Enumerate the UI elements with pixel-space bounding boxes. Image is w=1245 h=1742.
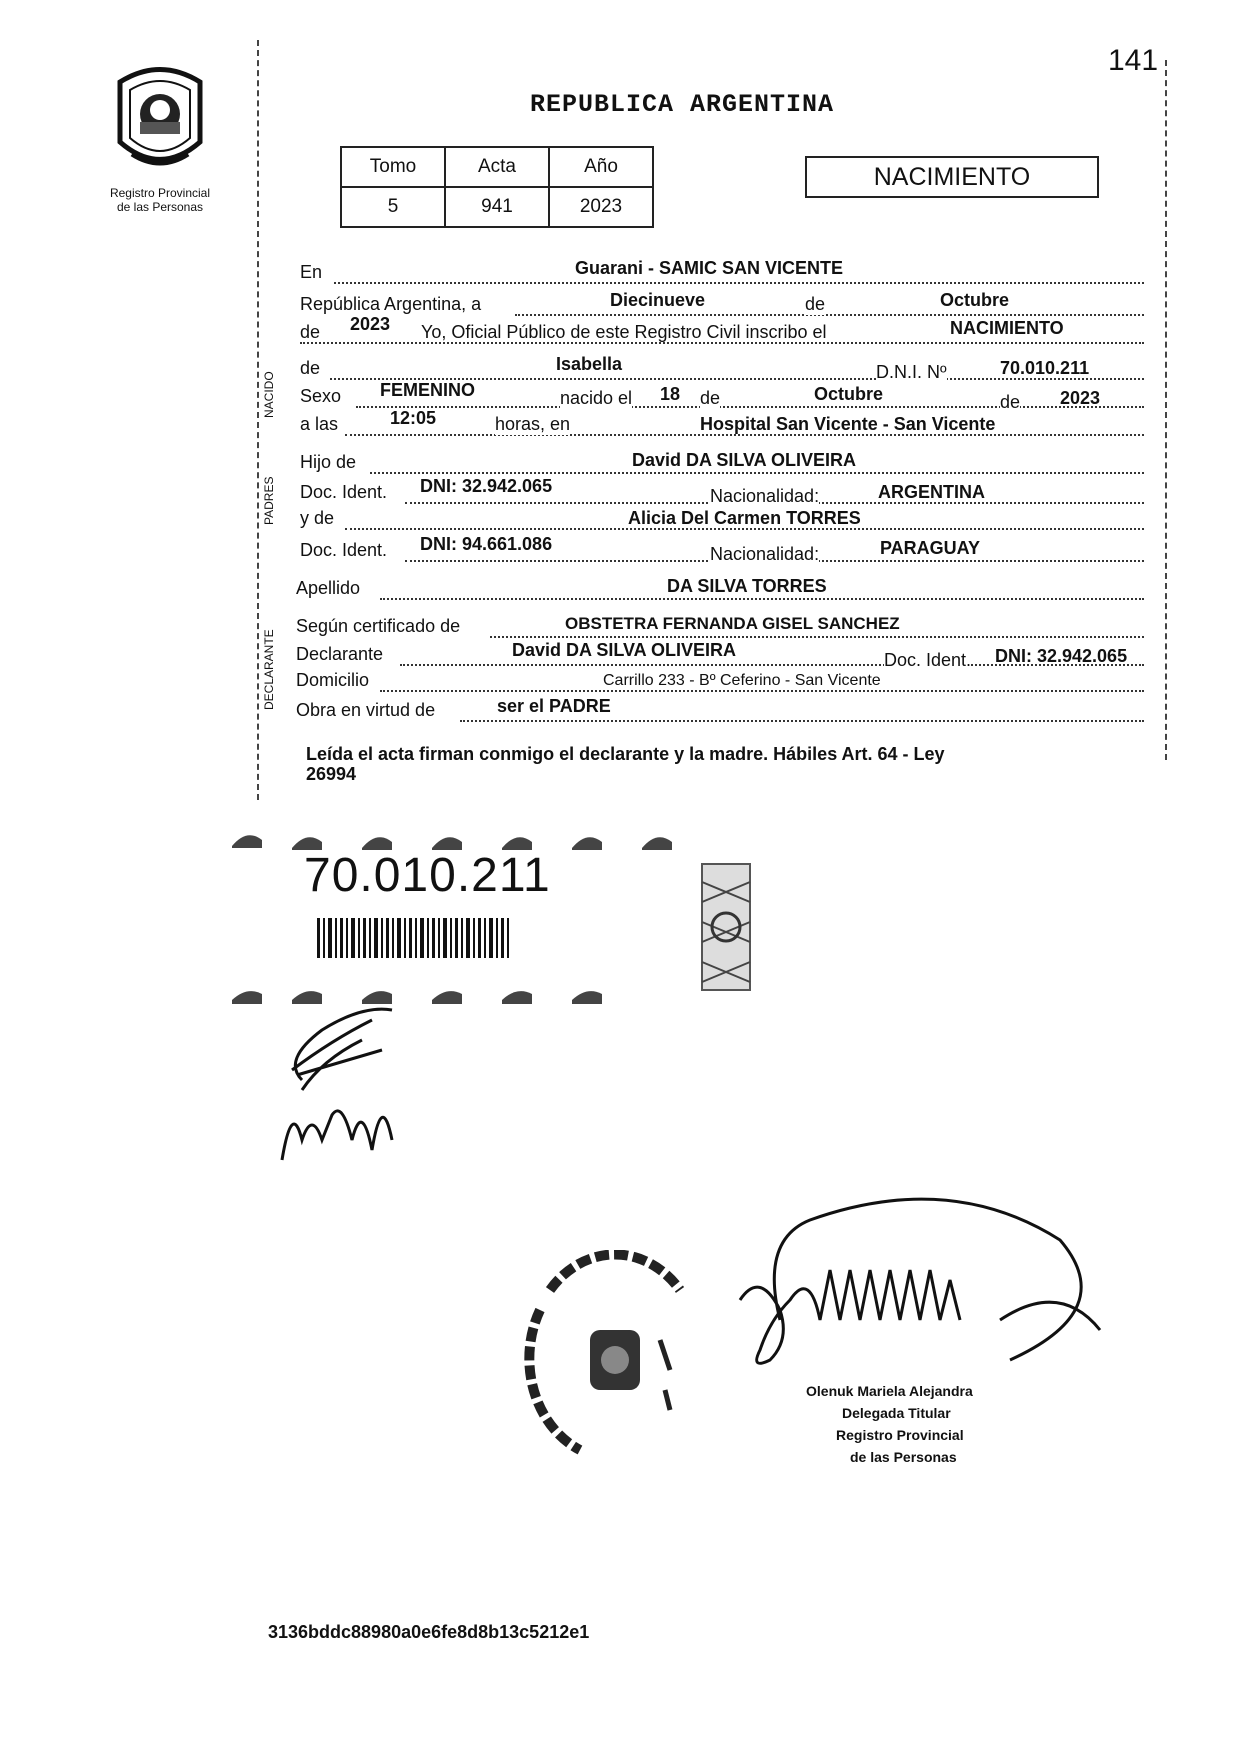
value-padre-doc: DNI: 32.942.065 — [420, 476, 553, 496]
page-number: 141 — [1108, 44, 1159, 77]
label-de: de — [805, 294, 826, 314]
value-nombre: Isabella — [556, 354, 623, 374]
document-title: REPUBLICA ARGENTINA — [530, 90, 835, 119]
label-doc-ident-3: Doc. Ident. — [884, 650, 972, 670]
label-apellido: Apellido — [296, 578, 361, 598]
logo-caption-line-1: Registro Provincial — [109, 186, 211, 200]
value-acto: NACIMIENTO — [950, 318, 1064, 338]
record-value-tomo: 5 — [341, 187, 445, 227]
label-de-2: de — [700, 388, 721, 408]
value-dia-nac: 18 — [660, 384, 681, 404]
label-segun-cert: Según certificado de — [296, 616, 461, 636]
label-en: En — [300, 262, 323, 282]
dotted-line — [490, 636, 1144, 638]
side-label-declarante: DECLARANTE — [262, 629, 276, 710]
dotted-line — [334, 282, 1144, 284]
value-mes-nac: Octubre — [814, 384, 884, 404]
value-madre: Alicia Del Carmen TORRES — [628, 508, 861, 528]
record-header-tomo: Tomo — [341, 147, 445, 187]
official-office-2: de las Personas — [850, 1449, 957, 1465]
dotted-line — [380, 690, 1144, 692]
value-madre-doc: DNI: 94.661.086 — [420, 534, 553, 554]
dotted-line — [460, 720, 1144, 722]
logo-caption-line-2: de las Personas — [116, 200, 204, 214]
value-declarante: David DA SILVA OLIVEIRA — [512, 640, 737, 660]
handwritten-signature-official — [700, 1160, 1120, 1400]
province-logo — [110, 62, 210, 178]
logo-caption — [95, 186, 225, 214]
label-nacionalidad-1: Nacionalidad: — [710, 486, 820, 506]
dotted-line — [356, 406, 1144, 408]
label-de-name: de — [300, 358, 321, 378]
label-de-3: de — [1000, 392, 1021, 412]
label-declarante: Declarante — [296, 644, 384, 664]
value-anio-nac: 2023 — [1060, 388, 1101, 408]
side-label-nacido: NACIDO — [262, 371, 276, 418]
value-declarante-doc: DNI: 32.942.065 — [995, 646, 1128, 666]
label-hijo-de: Hijo de — [300, 452, 357, 472]
official-seal — [520, 1250, 700, 1470]
value-dia-letras: Diecinueve — [610, 290, 706, 310]
label-republica: República Argentina, a — [300, 294, 482, 314]
handwritten-signatures — [262, 1000, 402, 1170]
dotted-line — [370, 472, 1144, 474]
label-nacionalidad-2: Nacionalidad: — [710, 544, 820, 564]
side-label-padres: PADRES — [262, 476, 276, 525]
label-horas-en: horas, en — [495, 414, 571, 434]
value-padre-nac: ARGENTINA — [878, 482, 985, 502]
hologram-pattern — [700, 862, 752, 992]
label-y-de: y de — [300, 508, 335, 528]
value-hora: 12:05 — [390, 408, 437, 428]
legal-legend — [306, 744, 945, 784]
value-anio-insc: 2023 — [350, 314, 391, 334]
record-type-box: NACIMIENTO — [805, 156, 1099, 198]
record-header-acta: Acta — [445, 147, 549, 187]
value-sexo: FEMENINO — [380, 380, 476, 400]
legal-legend-line-1: Leída el acta firman conmigo el declarante y la madre. Hábiles Art. 64 - Ley — [306, 744, 945, 764]
label-sexo: Sexo — [300, 386, 342, 406]
record-table — [340, 146, 654, 228]
value-lugar-nac: Hospital San Vicente - San Vicente — [700, 414, 996, 434]
value-lugar: Guarani - SAMIC SAN VICENTE — [575, 258, 844, 278]
value-obra: ser el PADRE — [497, 696, 611, 716]
dotted-line — [515, 314, 1144, 316]
label-dni: D.N.I. Nº — [876, 362, 947, 382]
label-nacido-el: nacido el — [560, 388, 633, 408]
seal-stamp — [520, 1250, 700, 1470]
dotted-line — [300, 342, 1144, 344]
signatures-declarants — [262, 1000, 402, 1170]
label-doc-ident-2: Doc. Ident. — [300, 540, 388, 560]
legal-legend-line-2: 26994 — [306, 764, 357, 784]
value-apellido: DA SILVA TORRES — [667, 576, 827, 596]
official-name-block — [806, 1380, 973, 1468]
official-name: Olenuk Mariela Alejandra — [806, 1383, 973, 1399]
value-padre: David DA SILVA OLIVEIRA — [632, 450, 857, 470]
value-certificado: OBSTETRA FERNANDA GISEL SANCHEZ — [565, 614, 900, 633]
label-a-las: a las — [300, 414, 339, 434]
security-hologram — [700, 862, 752, 992]
value-mes-insc: Octubre — [940, 290, 1010, 310]
value-domicilio: Carrillo 233 - Bº Ceferino - San Vicente — [603, 672, 881, 689]
security-sticker — [232, 828, 672, 1008]
label-domicilio: Domicilio — [296, 670, 370, 690]
left-margin-line — [257, 40, 259, 800]
record-value-anio: 2023 — [549, 187, 653, 227]
record-value-acta: 941 — [445, 187, 549, 227]
dotted-line — [380, 598, 1144, 600]
label-de-year: de — [300, 322, 321, 342]
official-signature — [700, 1160, 1120, 1400]
document-hash: 3136bddc88980a0e6fe8d8b13c5212e1 — [268, 1622, 590, 1642]
value-madre-nac: PARAGUAY — [880, 538, 981, 558]
label-yo-oficial: Yo, Oficial Público de este Registro Civil inscribo el — [421, 322, 827, 342]
value-dni: 70.010.211 — [1000, 358, 1090, 378]
right-margin-line — [1165, 60, 1167, 760]
label-obra: Obra en virtud de — [296, 700, 436, 720]
official-role: Delegada Titular — [842, 1405, 951, 1421]
sticker-number: 70.010.211 — [304, 849, 551, 902]
record-header-anio: Año — [549, 147, 653, 187]
official-office-1: Registro Provincial — [836, 1427, 964, 1443]
province-coat-of-arms — [110, 62, 210, 178]
label-doc-ident-1: Doc. Ident. — [300, 482, 388, 502]
